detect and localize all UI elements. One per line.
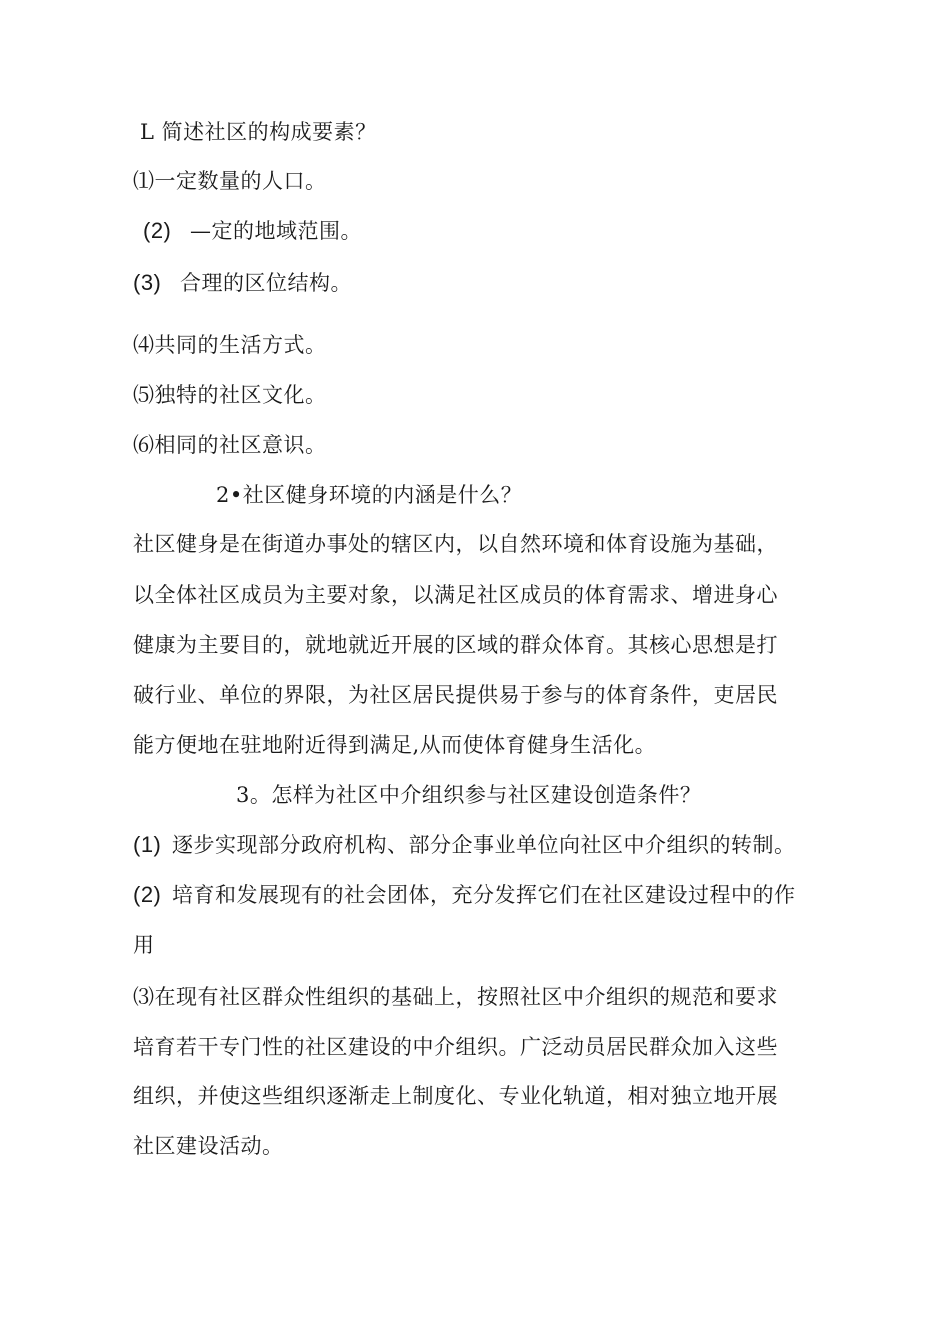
q1-item-2-text: —定的地域范围。 xyxy=(190,219,362,243)
q1-item-2-number: (2) xyxy=(143,218,172,243)
q3-item-1-text: 逐步实现部分政府机构、部分企事业单位向社区中介组织的转制。 xyxy=(172,833,796,857)
q2-answer-line-5: 能方便地在驻地附近得到满足,从而使体育健身生活化。 xyxy=(133,733,657,757)
q1-item-6: ⑹相同的社区意识。 xyxy=(133,433,327,457)
q1-item-5: ⑸独特的社区文化。 xyxy=(133,383,327,407)
q1-item-4: ⑷共同的生活方式。 xyxy=(133,333,327,357)
q1-item-3-text: 合理的区位结构。 xyxy=(180,271,352,295)
q3-heading: 3。怎样为社区中介组织参与社区建设创造条件？ xyxy=(236,783,702,807)
q1-item-1: ⑴一定数量的人口。 xyxy=(133,169,327,193)
q3-item-3-line-4: 社区建设活动。 xyxy=(133,1134,284,1158)
q2-answer-line-2: 以全体社区成员为主要对象，以满足社区成员的体育需求、增进身心 xyxy=(133,583,778,607)
q1-heading: L 简述社区的构成要素？ xyxy=(140,120,377,144)
q1-item-3-number: (3) xyxy=(133,270,162,295)
q3-item-3-line-3: 组织，并使这些组织逐渐走上制度化、专业化轨道，相对独立地开展 xyxy=(133,1084,778,1108)
q2-heading: 2•社区健身环境的内涵是什么？ xyxy=(216,483,523,507)
q2-answer-line-3: 健康为主要目的，就地就近开展的区域的群众体育。其核心思想是打 xyxy=(133,633,778,657)
q3-item-1-number: (1) xyxy=(133,832,162,857)
q3-item-2-number: (2) xyxy=(133,882,162,907)
q3-item-3-line-1: ⑶在现有社区群众性组织的基础上，按照社区中介组织的规范和要求 xyxy=(133,985,778,1009)
q2-answer-line-1: 社区健身是在街道办事处的辖区内，以自然环境和体育设施为基础， xyxy=(133,532,778,556)
q3-item-2-text-cont: 用 xyxy=(133,933,155,957)
q2-answer-line-4: 破行业、单位的界限，为社区居民提供易于参与的体育条件，吏居民 xyxy=(133,683,778,707)
q3-item-3-line-2: 培育若干专门性的社区建设的中介组织。广泛动员居民群众加入这些 xyxy=(133,1035,778,1059)
q3-item-2-text: 培育和发展现有的社会团体，充分发挥它们在社区建设过程中的作 xyxy=(172,883,796,907)
